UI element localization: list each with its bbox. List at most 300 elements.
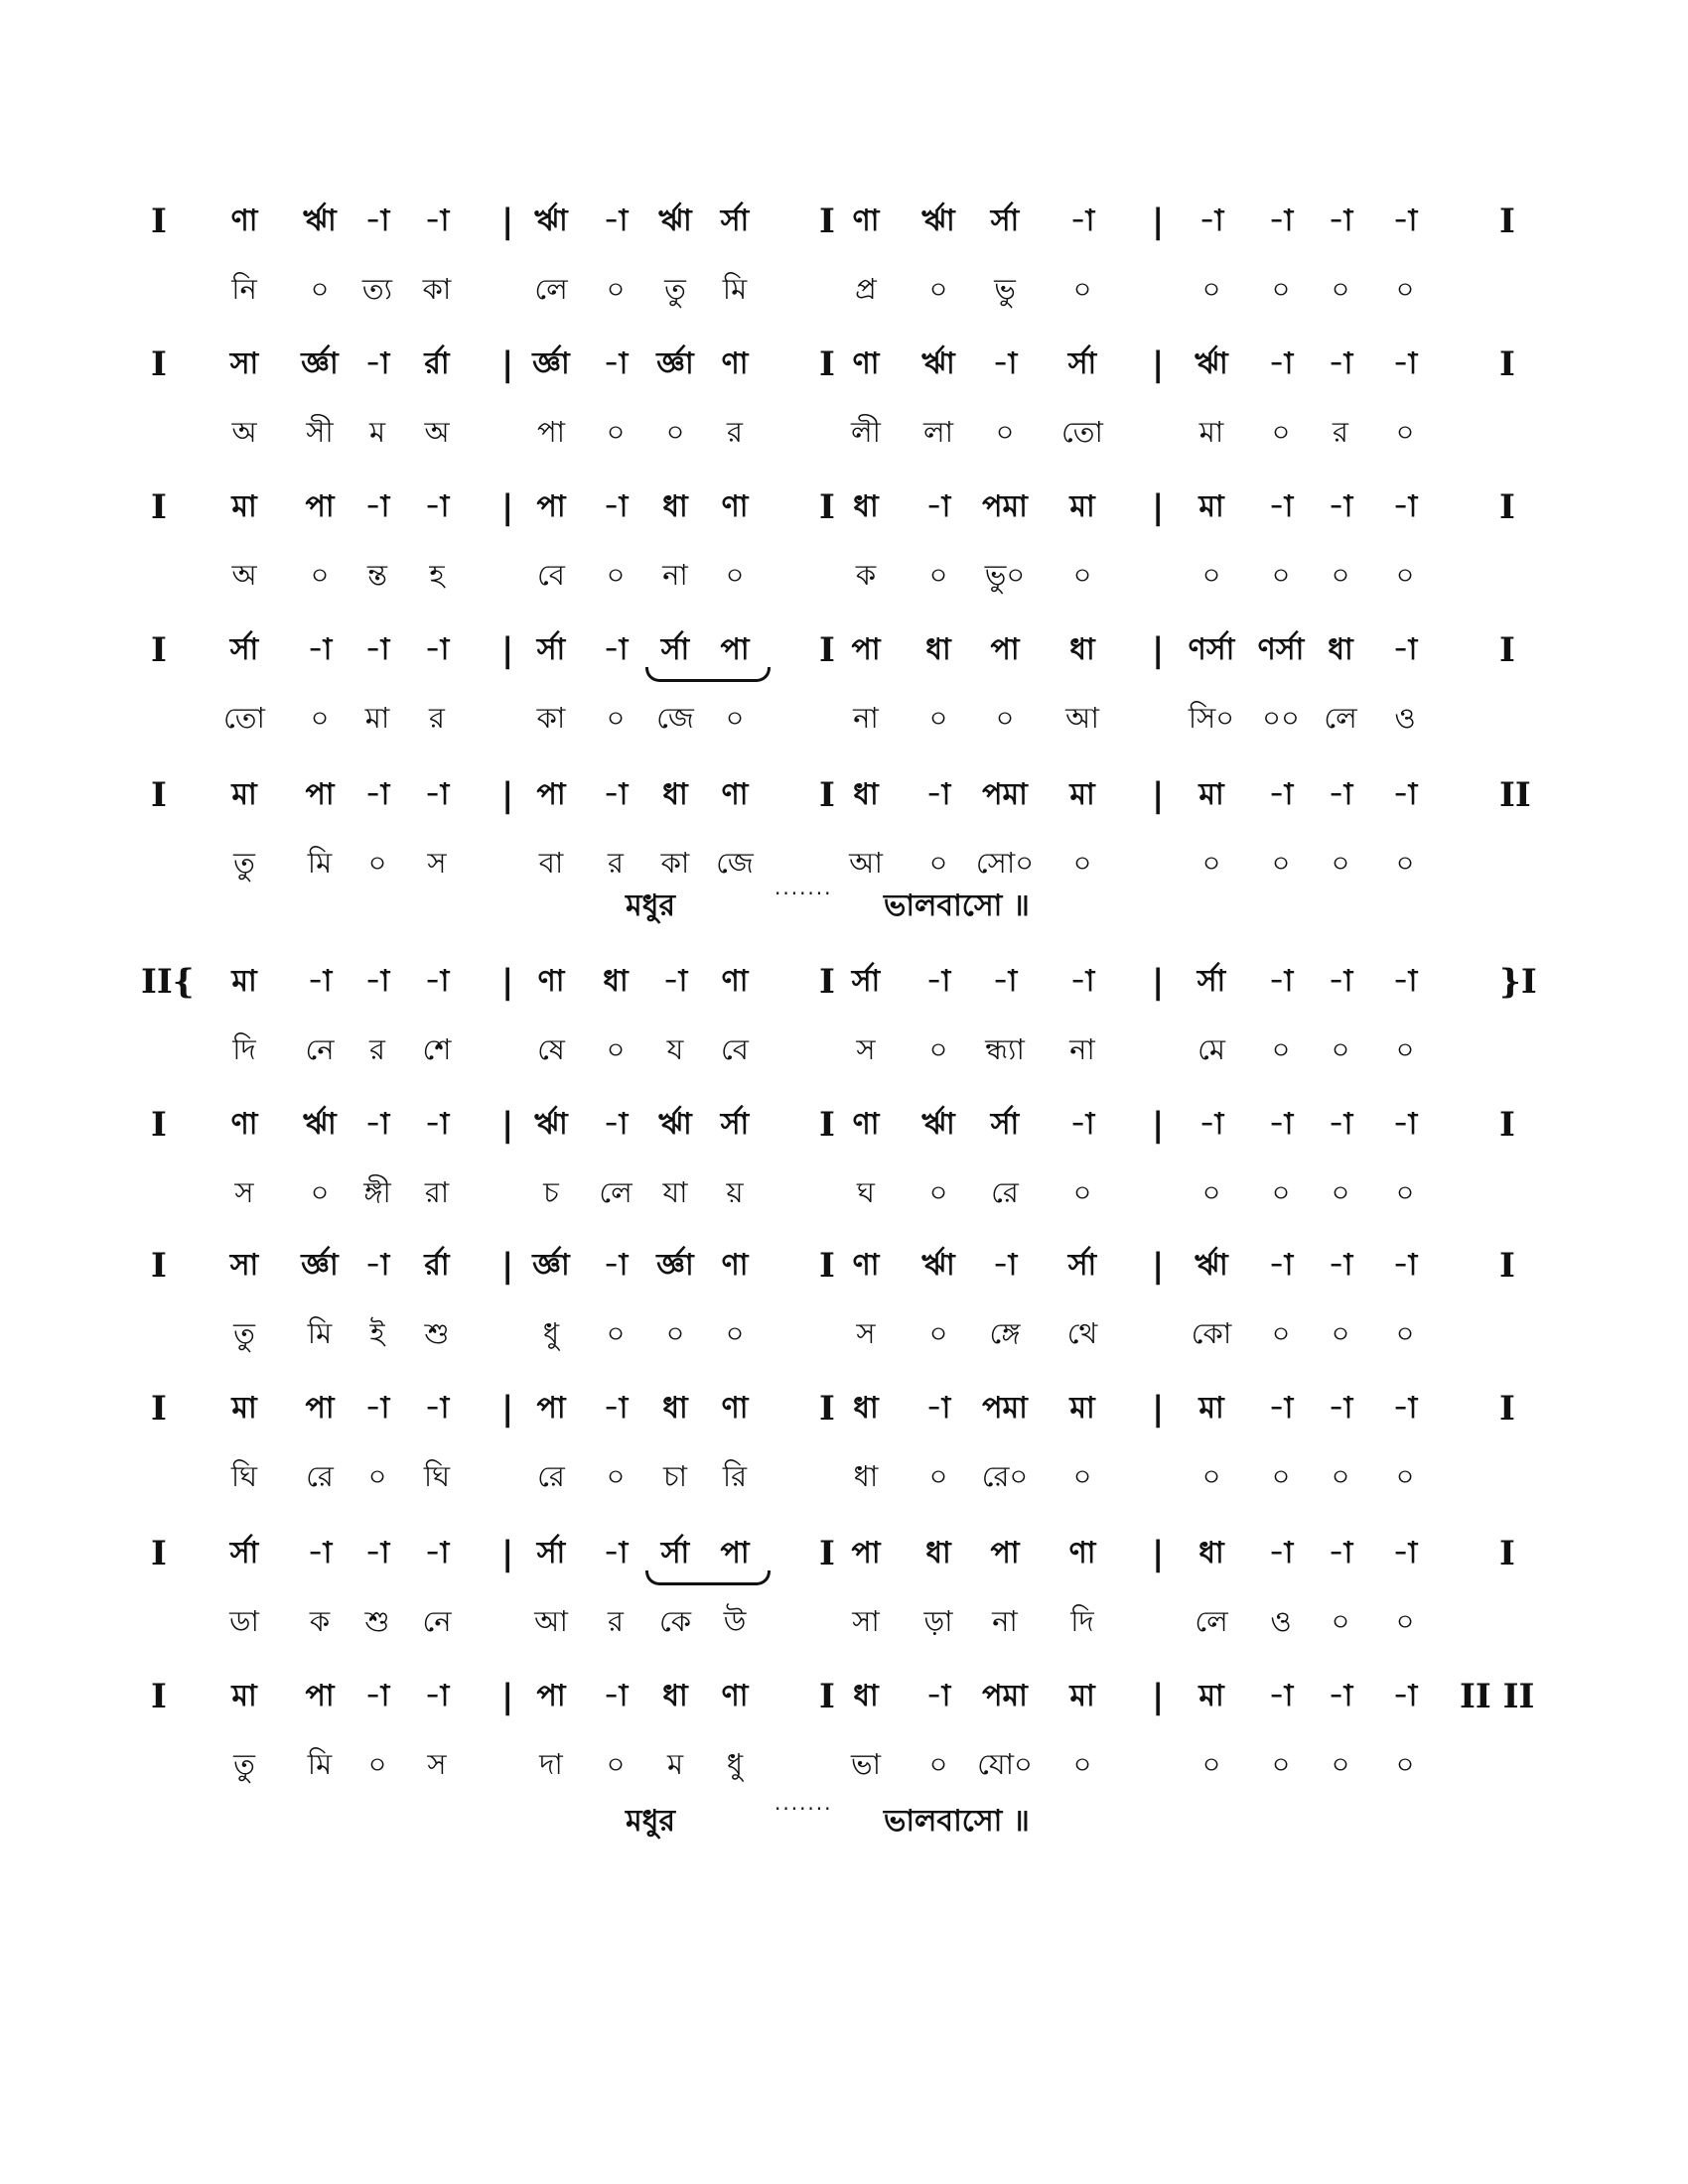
note-cell: র্সা [1196,964,1226,999]
lyric-syllable: র [429,701,445,735]
lyric-syllable: দা [539,1747,563,1781]
note-cell: -া [1069,1107,1095,1142]
note-cell: -া [1328,1536,1353,1570]
start-barline: II{ [141,962,195,1002]
note-cell: ণা [852,1248,880,1283]
barline: | [501,630,514,670]
notes-row [149,1529,1519,1578]
note-cell: ণা [230,1107,258,1142]
lyrics-row [149,1308,1519,1358]
note-cell: -া [424,632,450,667]
lyric-syllable: ০ [1201,272,1221,306]
note-cell: পা [305,489,335,524]
lyric-syllable: বে [537,558,565,592]
lyric-syllable: রা [424,1175,450,1209]
note-cell: -া [1069,964,1095,999]
notes-row [149,340,1519,389]
lyric-syllable: ও [1394,701,1416,735]
barline: | [1152,344,1165,384]
lyric-syllable: ভা [850,1747,882,1781]
lyrics-row [149,1024,1519,1074]
lyric-syllable: ০ [995,415,1015,449]
end-barline: II [1499,775,1531,815]
lyric-syllable: প্র [855,272,877,306]
note-cell: -া [424,777,450,812]
lyric-syllable: ০০ [1262,701,1300,735]
start-barline: I [151,1677,167,1716]
note-cell: -া [1328,204,1353,238]
lyric-syllable: নে [422,1604,452,1638]
lyric-syllable: ০ [1271,272,1291,306]
note-cell: র্জ্ঞা [532,346,570,381]
lyric-syllable: ডা [229,1604,259,1638]
note-cell: -া [1268,204,1294,238]
lyric-syllable: আ [1065,701,1099,735]
lyric-syllable: ০ [310,1175,330,1209]
refrain-dots: ······· [774,882,833,905]
note-cell: ধা [662,1679,688,1713]
note-cell: র্ঋা [921,1248,955,1283]
note-cell: র্সা [1067,1248,1097,1283]
lyric-syllable: শু [364,1604,390,1638]
lyric-syllable: য় [726,1175,744,1209]
note-cell: -া [1392,632,1418,667]
lyric-syllable: তো [1061,415,1103,449]
barline: | [501,775,514,815]
lyric-syllable: ০ [665,415,685,449]
note-cell: ধা [1069,632,1095,667]
lyric-syllable: দি [1070,1604,1094,1638]
note-cell: -া [364,1536,390,1570]
note-cell: র্সা [990,1107,1020,1142]
lyric-syllable: ০ [1201,1459,1221,1493]
note-cell: পা [720,632,750,667]
lyric-syllable: ০ [928,846,948,880]
note-cell: পা [305,1679,335,1713]
lyric-syllable: ০ [1395,415,1415,449]
note-cell: -া [603,632,629,667]
note-cell: -া [424,1679,450,1713]
note-cell: র্ঋা [1195,346,1228,381]
note-cell: মা [231,1391,257,1426]
lyric-syllable: নি [231,272,257,306]
barline: I [819,1677,835,1716]
note-cell: ণা [721,1391,749,1426]
note-cell: -া [1069,204,1095,238]
note-cell: -া [1392,777,1418,812]
start-barline: I [151,1246,167,1286]
lyric-syllable: মি [722,272,748,306]
note-cell: -া [1328,1391,1353,1426]
lyric-syllable: চ [543,1175,559,1209]
lyric-syllable: ভু০ [984,558,1026,592]
barline: I [819,1389,835,1429]
lyric-syllable: ০ [1395,272,1415,306]
barline: | [1152,962,1165,1002]
note-cell: ণা [852,346,880,381]
note-cell: -া [364,204,390,238]
lyric-syllable: ধু [726,1747,744,1781]
lyric-syllable: মা [364,701,390,735]
lyric-syllable: রে [306,1459,334,1493]
end-barline: I [1499,630,1515,670]
note-cell: র্জ্ঞা [656,1248,694,1283]
note-cell: র্সা [990,204,1020,238]
lyric-syllable: সো০ [975,846,1035,880]
note-cell: ণা [721,777,749,812]
lyric-syllable: ও [1270,1604,1292,1638]
barline: I [819,1534,835,1573]
notes-row [149,482,1519,532]
lyric-syllable: কা [536,701,566,735]
start-barline: I [151,775,167,815]
lyric-syllable: ০ [1331,1032,1350,1066]
refrain-dots: ······· [774,1797,833,1821]
lyric-syllable: রি [722,1459,748,1493]
lyrics-row [149,1167,1519,1217]
note-cell: -া [364,1391,390,1426]
lyric-syllable: ০ [1395,1175,1415,1209]
lyric-syllable: তু [233,1747,255,1781]
lyric-syllable: ০ [1395,1459,1415,1493]
lyric-syllable: না [853,701,879,735]
lyric-syllable: ০ [1271,846,1291,880]
lyric-syllable: র [727,415,743,449]
barline: | [501,202,514,241]
note-cell: র্সা [720,1107,750,1142]
lyric-syllable: মি [307,1747,333,1781]
note-cell: পা [720,1536,750,1570]
note-cell: -া [992,964,1018,999]
note-cell: -া [1392,489,1418,524]
note-cell: -া [1268,777,1294,812]
note-cell: ণা [721,964,749,999]
note-cell: পমা [982,1679,1028,1713]
note-cell: র্ঋা [1195,1248,1228,1283]
note-cell: -া [925,1679,951,1713]
note-cell: র্ঋা [534,204,568,238]
note-cell: -া [424,1391,450,1426]
end-barline: I [1499,1246,1515,1286]
lyric-syllable: লা [922,415,954,449]
lyric-syllable: স [427,846,447,880]
lyric-syllable: ০ [1201,558,1221,592]
note-cell: -া [925,1391,951,1426]
lyric-syllable: ০ [1072,846,1092,880]
note-cell: -া [1268,1536,1294,1570]
lyric-syllable: অ [424,415,450,449]
start-barline: I [151,487,167,527]
lyric-syllable: ০ [928,1032,948,1066]
barline: | [1152,775,1165,815]
end-barline: I [1499,1389,1515,1429]
note-cell: -া [307,632,333,667]
lyric-syllable: মি [307,846,333,880]
lyric-syllable: সী [306,415,334,449]
lyric-syllable: ক [309,1604,331,1638]
note-cell: ধা [662,777,688,812]
lyric-syllable: ঙ্গে [989,1316,1021,1350]
lyric-syllable: শে [422,1032,452,1066]
note-cell: মা [231,489,257,524]
lyric-syllable: ০ [1271,1032,1291,1066]
lyric-syllable: ধু [542,1316,560,1350]
lyrics-row [149,550,1519,600]
note-cell: সা [229,1248,259,1283]
lyric-syllable: তো [223,701,265,735]
lyric-syllable: ০ [928,701,948,735]
notes-row [149,625,1519,675]
note-cell: -া [364,489,390,524]
note-cell: ধা [853,1391,879,1426]
note-cell: -া [603,1679,629,1713]
note-cell: ধা [853,777,879,812]
lyric-syllable: যো০ [977,1747,1033,1781]
note-cell: পা [536,777,566,812]
lyric-syllable: লে [1324,701,1357,735]
lyric-syllable: অ [231,415,257,449]
lyric-syllable: ০ [928,1747,948,1781]
lyric-syllable: য [666,1032,684,1066]
note-cell: -া [1268,1679,1294,1713]
note-cell: -া [992,1248,1018,1283]
start-barline: I [151,202,167,241]
note-cell: -া [424,1536,450,1570]
barline: | [501,487,514,527]
note-cell: ধা [853,1679,879,1713]
note-cell: -া [603,1107,629,1142]
note-cell: ণর্সা [1257,632,1305,667]
note-cell: ধা [662,1391,688,1426]
lyric-syllable: জে [656,701,694,735]
lyric-syllable: স [427,1747,447,1781]
lyric-syllable: ০ [1395,1747,1415,1781]
note-cell: -া [424,964,450,999]
notes-row [141,957,1537,1007]
end-barline: I [1499,487,1515,527]
end-barline: II II [1460,1677,1535,1716]
lyric-syllable: ০ [606,1316,626,1350]
note-cell: র্জ্ঞা [301,346,339,381]
start-barline: I [151,344,167,384]
note-cell: ধা [925,632,951,667]
lyric-syllable: ০ [1271,415,1291,449]
lyric-syllable: ০ [1395,1032,1415,1066]
note-cell: ণা [537,964,565,999]
lyrics-row [149,1739,1519,1789]
lyric-syllable: আ [534,1604,568,1638]
note-cell: ণা [852,204,880,238]
lyric-syllable: ০ [1331,1747,1350,1781]
lyric-syllable: ০ [367,1747,387,1781]
lyric-syllable: ০ [1331,1316,1350,1350]
lyric-syllable: পা [536,415,566,449]
lyric-syllable: ভু [994,272,1016,306]
note-cell: -া [1392,1391,1418,1426]
lyric-syllable: ০ [1072,1175,1092,1209]
note-cell: -া [1392,964,1418,999]
note-cell: -া [364,1248,390,1283]
lyric-syllable: কে [658,1604,692,1638]
lyric-syllable: ০ [606,558,626,592]
lyric-syllable: ঘ [857,1175,875,1209]
note-cell: র্সা [660,1536,690,1570]
lyric-syllable: ন্ত [367,558,387,592]
lyric-syllable: ০ [725,1316,745,1350]
lyric-syllable: ০ [928,272,948,306]
note-cell: -া [307,964,333,999]
refrain-word: ভালবাসো ॥ [884,888,1030,923]
note-cell: র্সা [229,632,259,667]
lyric-syllable: রে [537,1459,565,1493]
note-cell: ধা [1328,632,1353,667]
slur-mark [645,667,771,682]
note-cell: পমা [982,777,1028,812]
barline: | [501,1246,514,1286]
note-cell: -া [364,632,390,667]
note-cell: মা [1198,1679,1224,1713]
barline: I [819,1105,835,1145]
barline: | [501,1105,514,1145]
barline: I [819,630,835,670]
barline: I [819,775,835,815]
lyric-syllable: ০ [1395,1316,1415,1350]
notes-row [149,1672,1535,1721]
note-cell: -া [603,204,629,238]
note-cell: -া [1268,1248,1294,1283]
note-cell: র্জ্ঞা [656,346,694,381]
lyric-syllable: ০ [928,558,948,592]
end-barline: I [1499,1105,1515,1145]
note-cell: ণা [230,204,258,238]
note-cell: র্ঋা [658,1107,692,1142]
lyric-syllable: আ [849,846,883,880]
lyric-syllable: ০ [1331,558,1350,592]
note-cell: ণা [721,489,749,524]
note-cell: -া [1328,489,1353,524]
barline: | [1152,630,1165,670]
note-cell: পমা [982,489,1028,524]
note-cell: র্জ্ঞা [532,1248,570,1283]
lyric-syllable: ধা [853,1459,879,1493]
lyric-syllable: ঙ্গী [363,1175,391,1209]
lyric-syllable: র [1333,415,1348,449]
barline: | [1152,1246,1165,1286]
note-cell: -া [1268,489,1294,524]
lyric-syllable: ঘি [423,1459,451,1493]
lyric-syllable: র [608,1604,624,1638]
start-barline: I [151,1534,167,1573]
lyric-syllable: ০ [606,1459,626,1493]
barline: I [819,962,835,1002]
lyrics-row [149,1596,1519,1646]
note-cell: ধা [1198,1536,1224,1570]
lyric-syllable: ০ [310,701,330,735]
notes-row [149,1241,1519,1291]
lyric-syllable: ০ [1072,1459,1092,1493]
note-cell: মা [1198,489,1224,524]
note-cell: মা [1069,489,1095,524]
lyric-syllable: ০ [606,1747,626,1781]
note-cell: -া [603,489,629,524]
end-barline: I [1499,1534,1515,1573]
note-cell: -া [603,777,629,812]
lyric-syllable: ০ [310,558,330,592]
lyric-syllable: ০ [606,415,626,449]
note-cell: র্ঋা [303,204,337,238]
lyric-syllable: ০ [1395,846,1415,880]
note-cell: র্ঋা [658,204,692,238]
note-cell: -া [1198,204,1224,238]
lyric-syllable: ০ [1072,272,1092,306]
lyric-syllable: ০ [1201,846,1221,880]
note-cell: -া [1392,1536,1418,1570]
barline: | [1152,1105,1165,1145]
note-cell: র্সা [1067,346,1097,381]
note-cell: -া [603,1248,629,1283]
note-cell: মা [1069,1679,1095,1713]
barline: I [819,1246,835,1286]
start-barline: I [151,1389,167,1429]
note-cell: পা [305,777,335,812]
note-cell: পা [305,1391,335,1426]
lyric-syllable: তু [233,1316,255,1350]
lyric-syllable: শু [424,1316,450,1350]
note-cell: -া [307,1536,333,1570]
lyric-syllable: ০ [1331,1604,1350,1638]
barline: | [501,344,514,384]
lyric-syllable: সা [852,1604,880,1638]
barline: I [819,344,835,384]
note-cell: ণা [1068,1536,1096,1570]
lyric-syllable: ০ [1331,1459,1350,1493]
lyric-syllable: র [608,846,624,880]
note-cell: র্সা [851,964,881,999]
note-cell: -া [992,346,1018,381]
lyric-syllable: ০ [725,701,745,735]
lyric-syllable: হ [429,558,445,592]
barline: | [1152,202,1165,241]
note-cell: -া [1328,1248,1353,1283]
lyric-syllable: ০ [1201,1175,1221,1209]
refrain-word: ভালবাসো ॥ [884,1804,1030,1839]
lyric-syllable: ষে [537,1032,565,1066]
note-cell: পমা [982,1391,1028,1426]
note-cell: -া [1268,1391,1294,1426]
lyric-syllable: লী [851,415,881,449]
lyric-syllable: ম [666,1747,684,1781]
lyric-syllable: না [1069,1032,1095,1066]
lyric-syllable: র [369,1032,385,1066]
lyric-syllable: লে [534,272,568,306]
lyric-syllable: মি [307,1316,333,1350]
lyric-syllable: ম [368,415,386,449]
note-cell: ণর্সা [1188,632,1235,667]
barline: | [1152,1389,1165,1429]
lyric-syllable: কা [660,846,690,880]
note-cell: -া [424,489,450,524]
notes-row [149,1384,1519,1433]
note-cell: র্সা [536,1536,566,1570]
note-cell: -া [424,204,450,238]
lyric-syllable: কো [1191,1316,1232,1350]
note-cell: র্রা [424,1248,450,1283]
note-cell: মা [1198,777,1224,812]
note-cell: -া [925,964,951,999]
lyric-syllable: স [856,1032,876,1066]
note-cell: মা [1069,1391,1095,1426]
lyric-syllable: ০ [1271,1316,1291,1350]
